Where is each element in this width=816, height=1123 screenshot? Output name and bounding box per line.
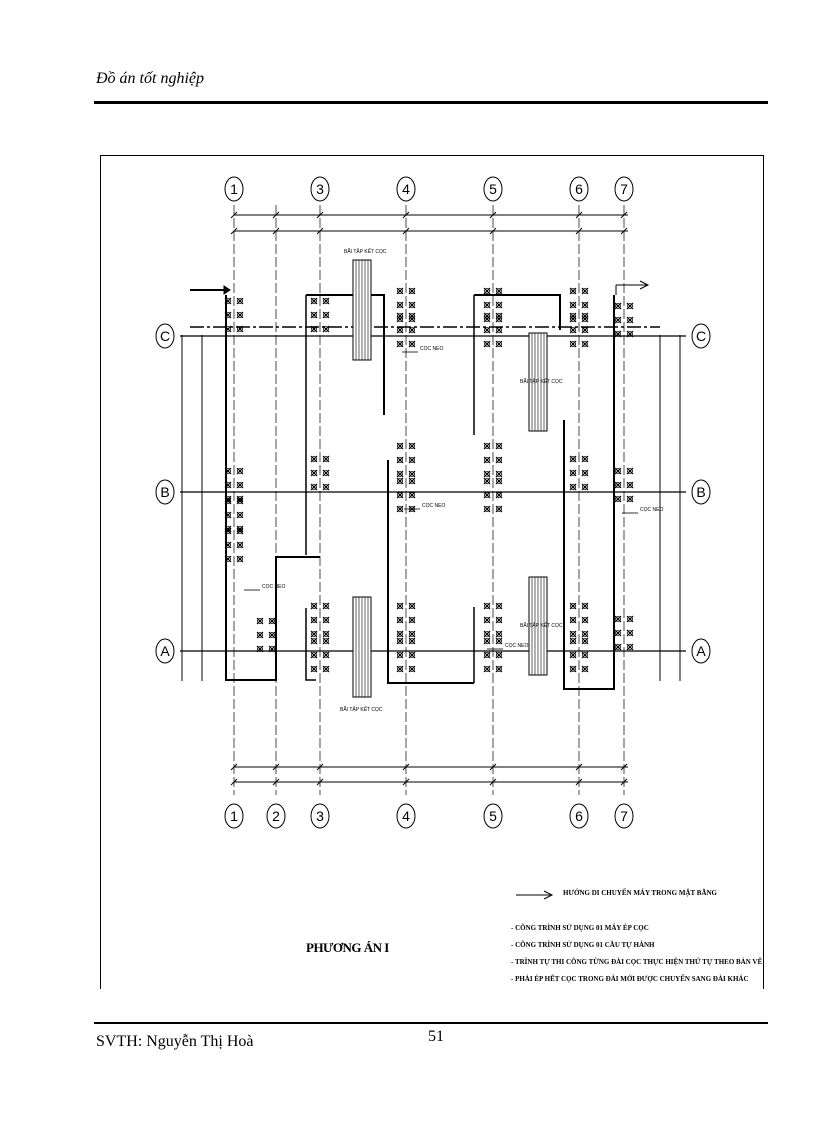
pile-marker — [484, 631, 490, 637]
pile-marker — [237, 312, 243, 318]
pile-marker — [409, 666, 415, 672]
pile-marker — [627, 331, 633, 337]
pile-marker — [582, 484, 588, 490]
pile-marker — [496, 666, 502, 672]
pile-marker — [225, 468, 231, 474]
pile-label: CỌC NEO — [640, 507, 664, 513]
grid-bubble-left-A-label: A — [160, 643, 170, 659]
grid-bubble-right-A-label: A — [696, 643, 706, 659]
pile-marker — [615, 644, 621, 650]
pile-marker — [615, 303, 621, 309]
pile-marker — [409, 478, 415, 484]
pile-marker — [225, 312, 231, 318]
grid-bubble-bottom-4-label: 4 — [402, 808, 410, 824]
pile-marker — [225, 326, 231, 332]
pile-marker — [323, 484, 329, 490]
pile-marker — [627, 303, 633, 309]
pile-marker — [484, 478, 490, 484]
pile-marker — [409, 288, 415, 294]
pile-marker — [484, 603, 490, 609]
pile-marker — [397, 638, 403, 644]
pile-marker — [311, 326, 317, 332]
pile-label: CỌC NEO — [262, 584, 286, 590]
grid-bubble-top-5-label: 5 — [489, 181, 497, 197]
pile-marker — [570, 666, 576, 672]
grid-bubble-top-7-label: 7 — [620, 181, 628, 197]
pile-marker — [484, 652, 490, 658]
grid-bubble-right-C-label: C — [695, 328, 707, 344]
pile-marker — [397, 617, 403, 623]
pile-marker — [409, 327, 415, 333]
pile-marker — [496, 313, 502, 319]
pile-marker — [496, 631, 502, 637]
pile-marker — [496, 288, 502, 294]
pile-marker — [397, 666, 403, 672]
stockpile-label: BÃI TẬP KẾT CỌC — [520, 623, 563, 629]
pile-stockpile — [520, 333, 563, 431]
plan-title: PHƯƠNG ÁN I — [306, 940, 389, 955]
pile-marker — [397, 471, 403, 477]
pile-marker — [496, 471, 502, 477]
pile-marker — [311, 484, 317, 490]
pile-marker — [323, 617, 329, 623]
pile-marker — [484, 341, 490, 347]
pile-marker — [582, 456, 588, 462]
pile-marker — [397, 631, 403, 637]
pile-marker — [570, 638, 576, 644]
pile-marker — [409, 341, 415, 347]
pile-marker — [615, 482, 621, 488]
pile-marker — [311, 603, 317, 609]
pile-marker — [570, 470, 576, 476]
legend-arrow-text: HƯỚNG DI CHUYỂN MÁY TRONG MẶT BẰNG — [563, 889, 718, 897]
page-number: 51 — [428, 1028, 444, 1045]
pile-marker — [237, 498, 243, 504]
pile-marker — [627, 644, 633, 650]
stockpile-label: BÃI TẬP KẾT CỌC — [520, 379, 563, 385]
pile-marker — [397, 652, 403, 658]
grid-bubble-bottom-6-label: 6 — [575, 808, 583, 824]
pile-marker — [323, 456, 329, 462]
pile-marker — [397, 492, 403, 498]
pile-stockpile — [340, 597, 383, 713]
note-item: - PHẢI ÉP HẾT CỌC TRONG ĐÀI MỚI ĐƯỢC CHUYỂN SANG ĐÀI KHÁC — [511, 975, 749, 983]
pile-marker — [496, 443, 502, 449]
pile-marker — [484, 617, 490, 623]
pile-marker — [323, 666, 329, 672]
pile-marker — [582, 341, 588, 347]
pile-marker — [484, 457, 490, 463]
grid-bubble-bottom-1-label: 1 — [230, 808, 238, 824]
pile-marker — [570, 631, 576, 637]
pile-marker — [409, 457, 415, 463]
pile-marker — [496, 638, 502, 644]
pile-marker — [409, 638, 415, 644]
pile-marker — [225, 482, 231, 488]
pile-marker — [323, 652, 329, 658]
pile-marker — [484, 313, 490, 319]
pile-marker — [496, 302, 502, 308]
pile-stockpile — [344, 248, 387, 360]
pile-marker — [311, 631, 317, 637]
pile-marker — [496, 617, 502, 623]
pile-marker — [409, 492, 415, 498]
pile-marker — [225, 556, 231, 562]
pile-marker — [496, 603, 502, 609]
pile-marker — [225, 498, 231, 504]
pile-marker — [409, 313, 415, 319]
pile-marker — [570, 327, 576, 333]
pile-marker — [484, 288, 490, 294]
pile-marker — [409, 443, 415, 449]
grid-bubble-right-B-label: B — [696, 484, 706, 500]
pile-marker — [570, 456, 576, 462]
pile-marker — [409, 652, 415, 658]
pile-marker — [570, 603, 576, 609]
pile-marker — [570, 341, 576, 347]
pile-marker — [397, 327, 403, 333]
pile-marker — [323, 298, 329, 304]
pile-marker — [496, 506, 502, 512]
pile-marker — [627, 630, 633, 636]
pile-marker — [582, 288, 588, 294]
pile-marker — [225, 512, 231, 518]
pile-marker — [484, 666, 490, 672]
pile-marker — [627, 482, 633, 488]
pile-marker — [570, 313, 576, 319]
pile-label: CỌC NEO — [422, 503, 446, 509]
note-item: - CÔNG TRÌNH SỬ DỤNG 01 CẦU TỰ HÀNH — [511, 941, 655, 949]
pile-stockpile — [520, 577, 563, 675]
pile-marker — [615, 496, 621, 502]
pile-marker — [484, 492, 490, 498]
pile-marker — [397, 457, 403, 463]
pile-marker — [311, 638, 317, 644]
pile-marker — [323, 326, 329, 332]
pile-marker — [225, 298, 231, 304]
pile-marker — [311, 617, 317, 623]
pile-marker — [311, 298, 317, 304]
pile-marker — [582, 302, 588, 308]
author-name: Nguyễn Thị Hoà — [146, 1033, 254, 1050]
pile-marker — [237, 512, 243, 518]
header-rule — [94, 101, 768, 104]
author-label: SVTH: — [96, 1033, 143, 1050]
pile-marker — [397, 341, 403, 347]
grid-bubble-left-C-label: C — [159, 328, 171, 344]
grid-bubble-top-4-label: 4 — [402, 181, 410, 197]
construction-notes — [511, 920, 762, 988]
pile-marker — [397, 478, 403, 484]
pile-marker — [397, 443, 403, 449]
pile-marker — [409, 302, 415, 308]
pile-marker — [237, 556, 243, 562]
pile-marker — [237, 468, 243, 474]
pile-marker — [570, 484, 576, 490]
pile-marker — [323, 603, 329, 609]
pile-marker — [237, 298, 243, 304]
pile-marker — [570, 302, 576, 308]
pile-marker — [570, 652, 576, 658]
pile-marker — [311, 456, 317, 462]
pile-marker — [311, 312, 317, 318]
document-header-title: Đồ án tốt nghiệp — [96, 70, 204, 87]
pile-marker — [409, 471, 415, 477]
grid-bubble-top-6-label: 6 — [575, 181, 583, 197]
pile-marker — [582, 631, 588, 637]
pile-marker — [257, 618, 263, 624]
pile-marker — [615, 630, 621, 636]
pile-marker — [627, 496, 633, 502]
pile-marker — [484, 443, 490, 449]
pile-marker — [397, 603, 403, 609]
pile-marker — [237, 542, 243, 548]
pile-marker — [615, 331, 621, 337]
grid-bubble-top-3-label: 3 — [316, 181, 324, 197]
pile-marker — [496, 341, 502, 347]
pile-marker — [397, 313, 403, 319]
note-item: - CÔNG TRÌNH SỬ DỤNG 01 MÁY ÉP CỌC — [511, 924, 649, 932]
pile-marker — [237, 482, 243, 488]
pile-marker — [496, 478, 502, 484]
pile-marker — [582, 666, 588, 672]
pile-marker — [484, 471, 490, 477]
pile-marker — [484, 506, 490, 512]
pile-driving-plan-drawing — [100, 155, 764, 989]
grid-bubble-left-B-label: B — [160, 484, 170, 500]
pile-marker — [582, 617, 588, 623]
grid-bubble-top-1-label: 1 — [230, 181, 238, 197]
pile-marker — [225, 542, 231, 548]
pile-marker — [311, 470, 317, 476]
pile-marker — [496, 492, 502, 498]
pile-marker — [582, 327, 588, 333]
pile-marker — [615, 317, 621, 323]
pile-marker — [311, 666, 317, 672]
pile-marker — [484, 638, 490, 644]
pile-marker — [627, 317, 633, 323]
pile-marker — [323, 638, 329, 644]
pile-marker — [409, 617, 415, 623]
footer-rule — [94, 1022, 768, 1024]
pile-marker — [311, 652, 317, 658]
pile-marker — [496, 457, 502, 463]
pile-marker — [627, 468, 633, 474]
note-item: - TRÌNH TỰ THI CÔNG TỪNG ĐÀI CỌC THỰC HIỆN THỨ TỰ THEO BẢN VẼ — [511, 958, 763, 966]
pile-label: CỌC NEO — [505, 643, 529, 649]
pile-marker — [397, 288, 403, 294]
pile-marker — [323, 470, 329, 476]
pile-marker — [570, 288, 576, 294]
stockpile-label: BÃI TẬP KẾT CỌC — [340, 707, 383, 713]
pile-marker — [269, 632, 275, 638]
pile-marker — [409, 631, 415, 637]
pile-marker — [582, 652, 588, 658]
grid-bubble-bottom-7-label: 7 — [620, 808, 628, 824]
pile-marker — [269, 618, 275, 624]
pile-marker — [484, 302, 490, 308]
grid-bubble-bottom-2-label: 2 — [272, 808, 280, 824]
pile-marker — [237, 326, 243, 332]
pile-marker — [627, 616, 633, 622]
pile-marker — [582, 470, 588, 476]
footer-author — [96, 1033, 253, 1051]
pile-marker — [582, 638, 588, 644]
pile-marker — [397, 506, 403, 512]
pile-marker — [570, 617, 576, 623]
pile-marker — [582, 313, 588, 319]
pile-marker — [615, 468, 621, 474]
grid-bubble-bottom-3-label: 3 — [316, 808, 324, 824]
stockpile-label: BÃI TẬP KẾT CỌC — [344, 249, 387, 255]
pile-marker — [257, 632, 263, 638]
pile-marker — [409, 603, 415, 609]
pile-marker — [484, 327, 490, 333]
pile-marker — [582, 603, 588, 609]
pile-marker — [397, 302, 403, 308]
grid-bubble-bottom-5-label: 5 — [489, 808, 497, 824]
pile-label: CỌC NEO — [420, 346, 444, 352]
pile-marker — [323, 631, 329, 637]
pile-marker — [615, 616, 621, 622]
pile-marker — [323, 312, 329, 318]
pile-marker — [496, 652, 502, 658]
pile-marker — [496, 327, 502, 333]
